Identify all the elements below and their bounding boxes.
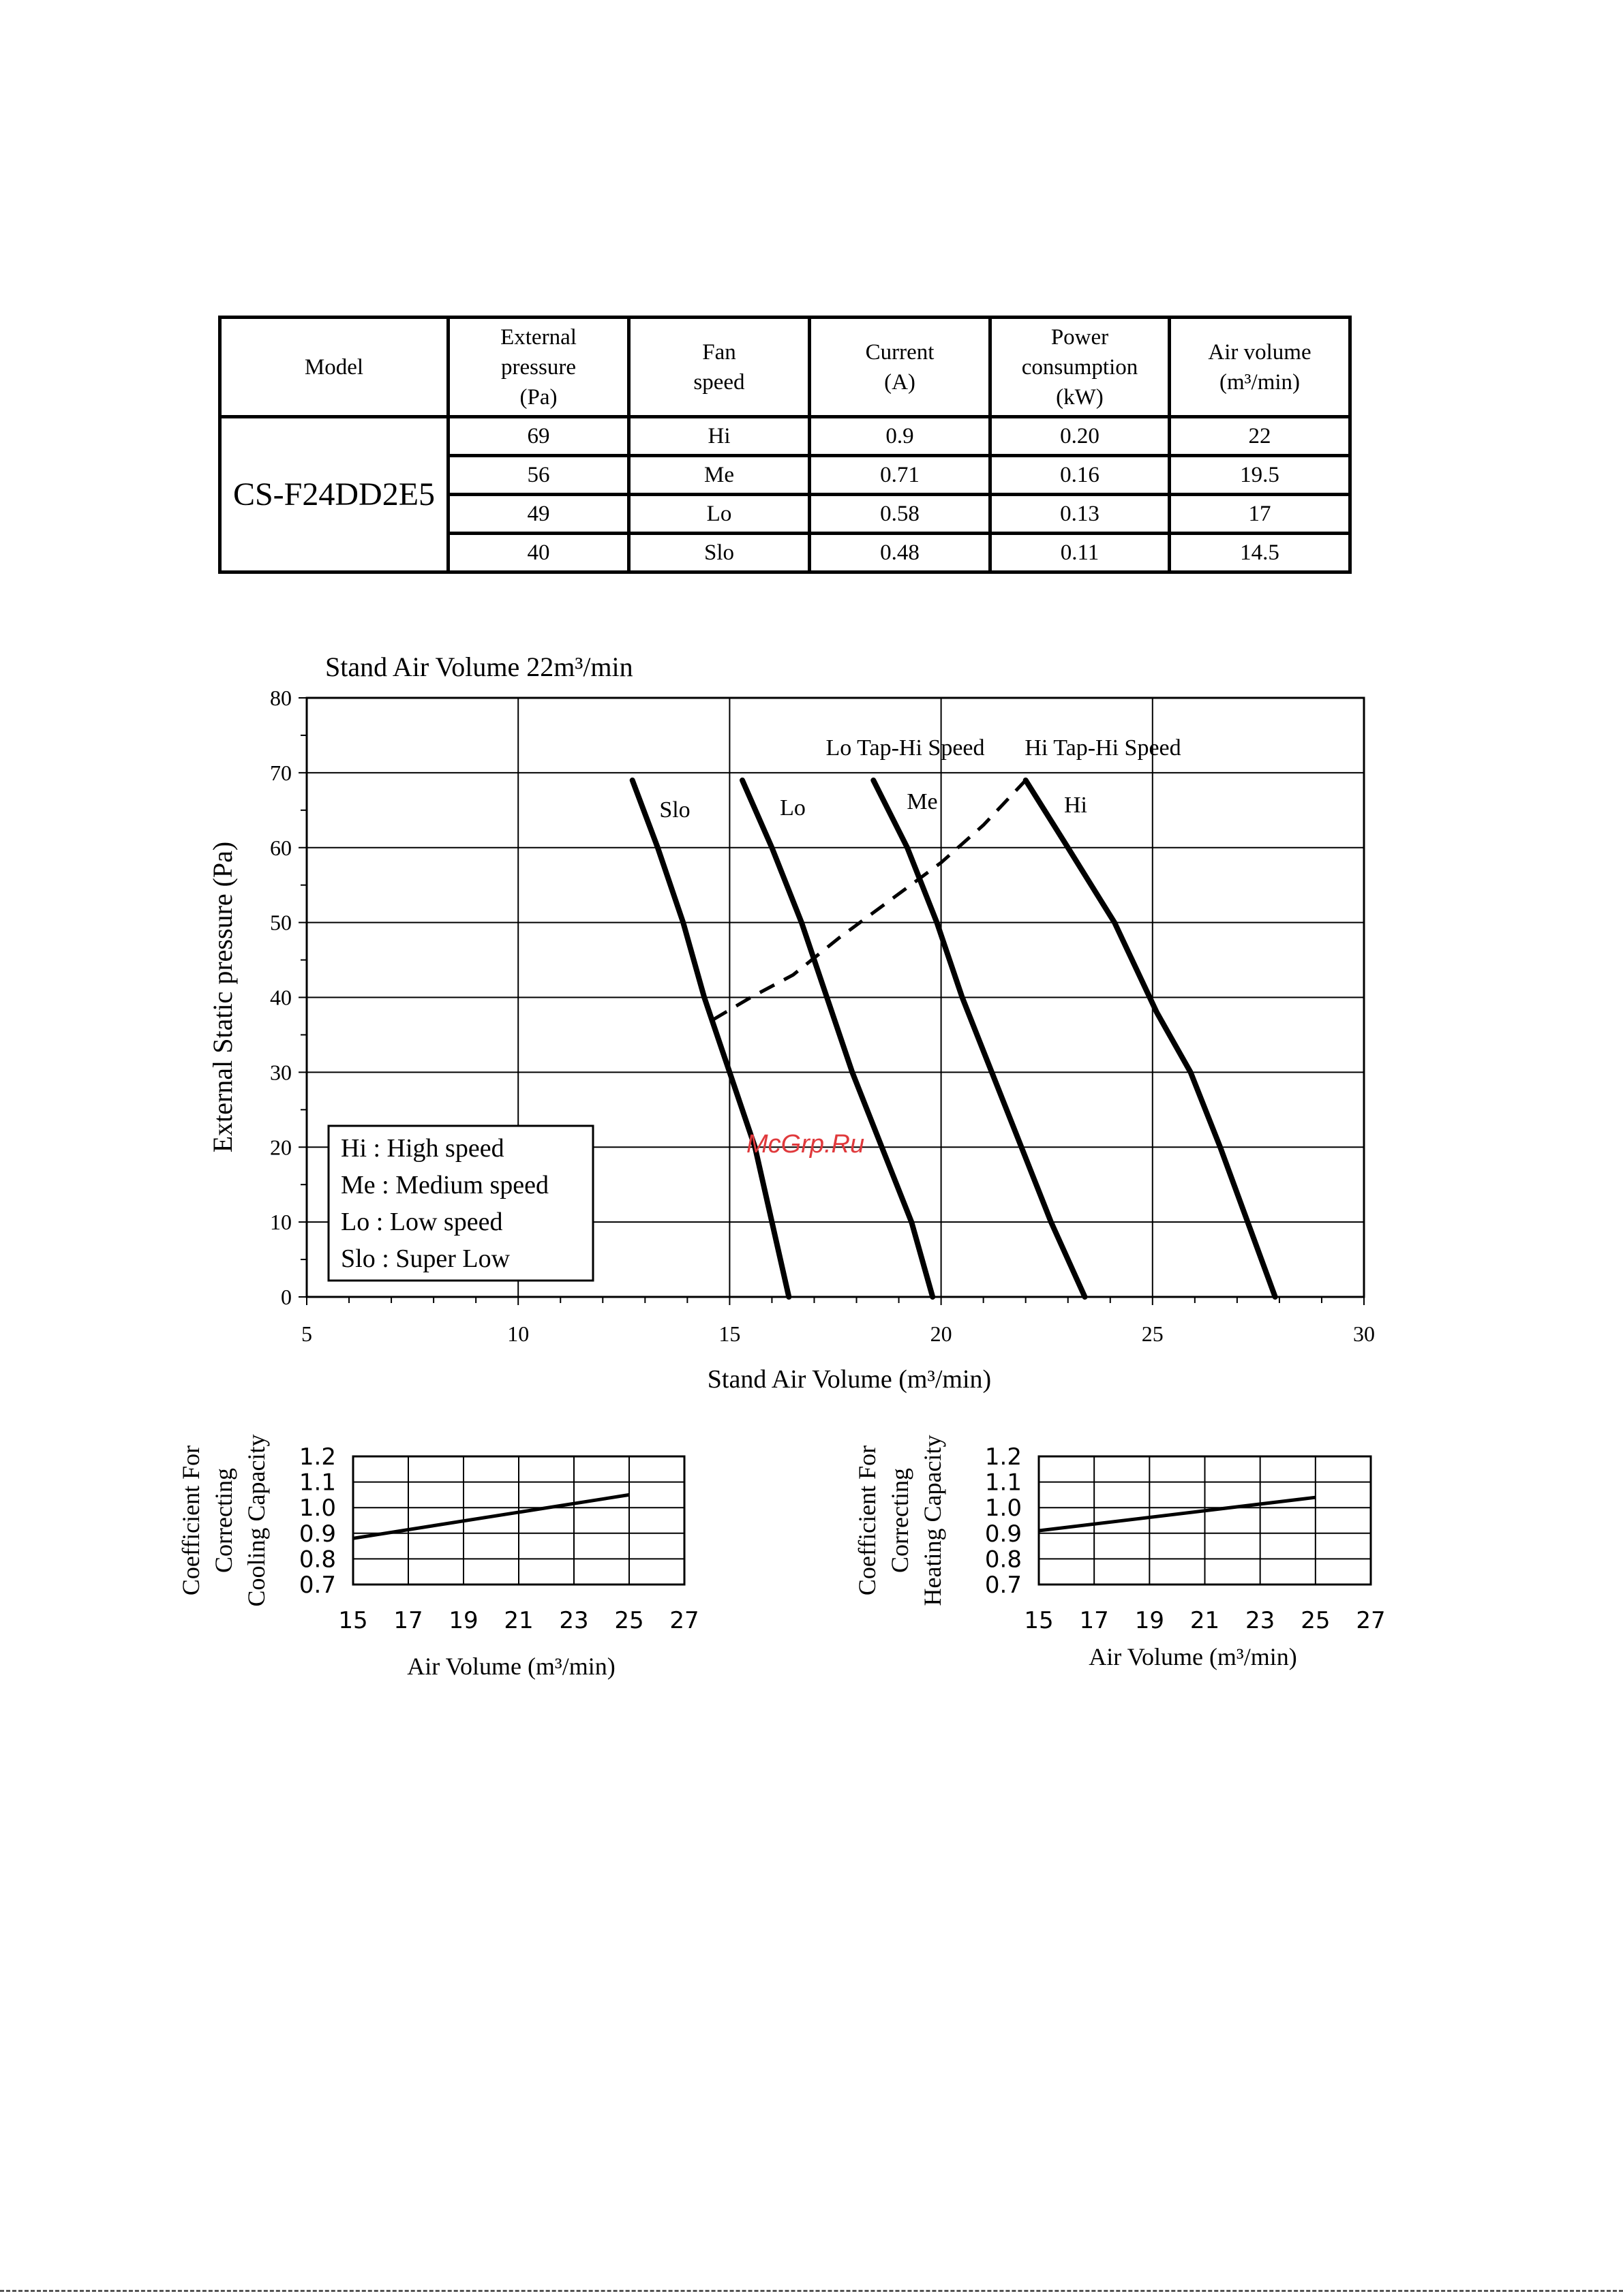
x-tick-label: 15 xyxy=(718,1321,741,1346)
x-tick-label: 17 xyxy=(393,1607,423,1634)
x-tick-label: 15 xyxy=(1024,1607,1054,1634)
x-tick-label: 15 xyxy=(338,1607,368,1634)
x-tick-label: 10 xyxy=(507,1321,530,1346)
y-tick-label: 0.9 xyxy=(299,1520,336,1548)
watermark: McGrp.Ru xyxy=(746,1130,865,1159)
air-volume-cell: 17 xyxy=(1170,495,1350,534)
model-cell: CS-F24DD2E5 xyxy=(220,417,449,572)
y-tick-label: 70 xyxy=(270,760,292,785)
header-model: Model xyxy=(220,318,449,417)
x-tick-label: 27 xyxy=(1356,1607,1386,1634)
y-tick-label: 50 xyxy=(270,910,292,935)
current-cell: 0.58 xyxy=(810,495,990,534)
y-tick-label: 1.1 xyxy=(299,1469,336,1497)
x-tick-label: 21 xyxy=(504,1607,534,1634)
y-tick-label: 1.2 xyxy=(984,1443,1022,1471)
y-tick-label: 60 xyxy=(270,835,292,860)
legend-item: Slo : Super Low xyxy=(341,1244,511,1273)
y-tick-label: 0.7 xyxy=(299,1572,336,1599)
speed-cell: Lo xyxy=(629,495,810,534)
y-tick-label: 10 xyxy=(270,1210,292,1235)
y-tick-label: 20 xyxy=(270,1135,292,1160)
y-tick-label: 30 xyxy=(270,1060,292,1085)
series-line-hi xyxy=(1026,780,1275,1297)
y-axis-label-line: Cooling Capacity xyxy=(243,1434,270,1607)
x-tick-label: 19 xyxy=(1134,1607,1164,1634)
x-tick-label: 19 xyxy=(449,1607,479,1634)
chart-title: Stand Air Volume 22m³/min xyxy=(325,652,633,682)
air-volume-cell: 19.5 xyxy=(1170,456,1350,495)
current-cell: 0.71 xyxy=(810,456,990,495)
y-axis-label-line: Correcting xyxy=(886,1468,913,1573)
x-tick-label: 27 xyxy=(669,1607,699,1634)
series-line-slo xyxy=(633,780,789,1297)
power-cell: 0.20 xyxy=(990,417,1170,456)
y-tick-label: 0.7 xyxy=(984,1572,1022,1599)
y-tick-label: 1.1 xyxy=(984,1469,1022,1497)
x-tick-label: 30 xyxy=(1353,1321,1375,1346)
pressure-cell: 40 xyxy=(449,534,629,572)
x-tick-label: 25 xyxy=(1301,1607,1331,1634)
coefficient-line xyxy=(1039,1497,1316,1531)
x-tick-label: 23 xyxy=(1245,1607,1275,1634)
speed-cell: Me xyxy=(629,456,810,495)
air-volume-cell: 14.5 xyxy=(1170,534,1350,572)
header-external-pressure: External pressure (Pa) xyxy=(449,318,629,417)
y-tick-label: 0.8 xyxy=(299,1546,336,1574)
y-tick-label: 0 xyxy=(281,1285,292,1309)
series-label-lo: Lo xyxy=(780,795,806,821)
header-fan-speed: Fan speed xyxy=(629,318,810,417)
legend-item: Hi : High speed xyxy=(341,1134,504,1163)
series-label-me: Me xyxy=(907,789,938,814)
y-axis-label-line: Coefficient For xyxy=(177,1445,204,1596)
pressure-cell: 49 xyxy=(449,495,629,534)
y-axis-label-line: Heating Capacity xyxy=(919,1435,946,1606)
pressure-cell: 69 xyxy=(449,417,629,456)
air-volume-cell: 22 xyxy=(1170,417,1350,456)
x-tick-label: 20 xyxy=(930,1321,952,1346)
series-line-me xyxy=(873,780,1084,1297)
header-power-consumption: Power consumption (kW) xyxy=(990,318,1170,417)
x-axis-label: Stand Air Volume (m³/min) xyxy=(707,1365,992,1394)
y-tick-label: 40 xyxy=(270,985,292,1010)
x-tick-label: 21 xyxy=(1189,1607,1220,1634)
y-axis-label-line: Coefficient For xyxy=(853,1445,881,1596)
x-tick-label: 25 xyxy=(1141,1321,1164,1346)
y-tick-label: 1.2 xyxy=(299,1443,336,1471)
current-cell: 0.48 xyxy=(810,534,990,572)
y-tick-label: 80 xyxy=(270,686,292,710)
y-tick-label: 0.9 xyxy=(984,1520,1022,1548)
legend-item: Lo : Low speed xyxy=(341,1208,503,1236)
pressure-cell: 56 xyxy=(449,456,629,495)
annotation-lo-tap: Lo Tap-Hi Speed xyxy=(825,735,985,761)
x-tick-label: 17 xyxy=(1079,1607,1109,1634)
annotation-hi-tap: Hi Tap-Hi Speed xyxy=(1025,735,1181,761)
x-axis-label: Air Volume (m³/min) xyxy=(1089,1643,1297,1670)
y-tick-label: 1.0 xyxy=(984,1495,1022,1522)
y-axis-label: External Static pressure (Pa) xyxy=(207,841,238,1153)
page-footer-rule xyxy=(0,2290,1623,2292)
legend-item: Me : Medium speed xyxy=(341,1171,549,1199)
speed-cell: Hi xyxy=(629,417,810,456)
y-tick-label: 1.0 xyxy=(299,1495,336,1522)
y-tick-label: 0.8 xyxy=(984,1546,1022,1574)
series-label-slo: Slo xyxy=(659,797,691,823)
x-tick-label: 23 xyxy=(559,1607,589,1634)
y-axis-label-line: Correcting xyxy=(210,1468,237,1573)
series-label-hi: Hi xyxy=(1064,793,1087,818)
header-current: Current (A) xyxy=(810,318,990,417)
x-axis-label: Air Volume (m³/min) xyxy=(407,1653,616,1680)
current-cell: 0.9 xyxy=(810,417,990,456)
power-cell: 0.11 xyxy=(990,534,1170,572)
power-cell: 0.16 xyxy=(990,456,1170,495)
x-tick-label: 25 xyxy=(614,1607,644,1634)
power-cell: 0.13 xyxy=(990,495,1170,534)
speed-cell: Slo xyxy=(629,534,810,572)
x-tick-label: 5 xyxy=(301,1321,312,1346)
header-air-volume: Air volume (m³/min) xyxy=(1170,318,1350,417)
coefficient-line xyxy=(353,1495,629,1538)
